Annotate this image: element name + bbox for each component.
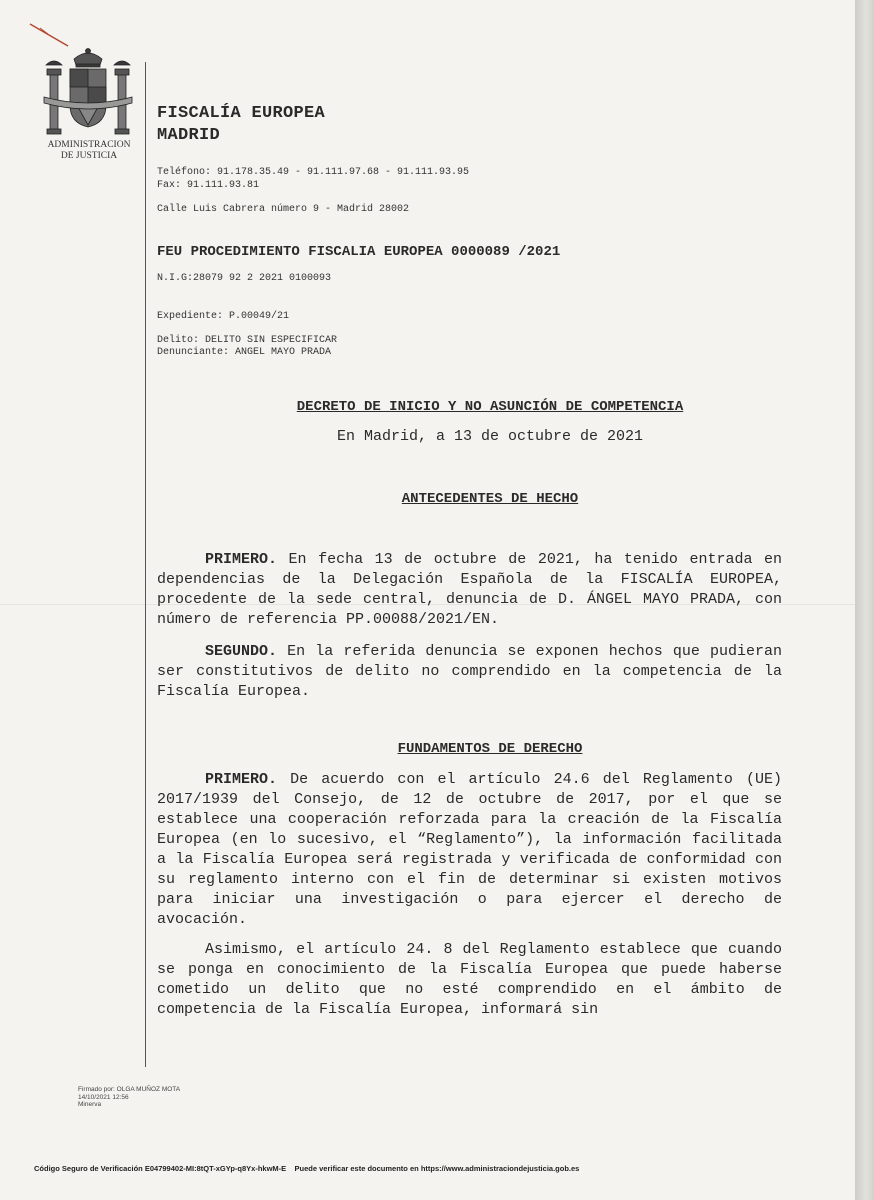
delito-line: Delito: DELITO SIN ESPECIFICAR — [157, 335, 338, 346]
procedure-number: FEU PROCEDIMIENTO FISCALIA EUROPEA 0000089 /2021 — [157, 244, 561, 260]
phone-line: Teléfono: 91.178.35.49 - 91.111.97.68 - 91.111.93.95 — [157, 167, 470, 178]
expediente-line: Expediente: P.00049/21 — [157, 311, 290, 322]
csv-code: E04799402-MI:8tQT-xGYp-q8Yx-hkwM-E — [144, 1164, 287, 1173]
decree-title: DECRETO DE INICIO Y NO ASUNCIÓN DE COMPETENCIA — [296, 399, 684, 415]
fundamento-primero-text: De acuerdo con el artículo 24.6 del Reglamento (UE) 2017/1939 del Consejo, de 12 de octubre de 2017, por el que se establece una cooperación reforzada para la creación de la Fiscalía Europea (en lo sucesivo, el “Reglamento”), la información facilitada a la Fiscalía Europea será registrada y verificada de conformidad con su reglamento interno con el fin de determinar si existen motivos para iniciar una investigación o para ejercer el derecho de avocación. — [157, 771, 782, 928]
verify-text: Puede verificar este documento en — [294, 1164, 419, 1173]
signature-system: Minerva — [78, 1101, 102, 1108]
signature-label: Firmado por: — [78, 1086, 115, 1093]
dateline: En Madrid, a 13 de octubre de 2021 — [336, 428, 644, 445]
signature-datetime: 14/10/2021 12:56 — [78, 1093, 129, 1101]
antecedente-segundo-text: En la referida denuncia se exponen hechos que pudieran ser constitutivos de delito no comprendido en la competencia de la Fiscalía Europea. — [157, 643, 782, 700]
signature-name: OLGA MUÑOZ MOTA — [116, 1086, 181, 1093]
antecedente-segundo-lead: SEGUNDO. — [205, 643, 278, 660]
crest-caption-line1: ADMINISTRACION — [47, 140, 131, 150]
antecedentes-heading: ANTECEDENTES DE HECHO — [401, 491, 579, 507]
antecedente-primero-lead: PRIMERO. — [205, 551, 278, 568]
nig-line: N.I.G:28079 92 2 2021 0100093 — [157, 273, 332, 284]
antecedente-primero-text: En fecha 13 de octubre de 2021, ha tenido entrada en dependencias de la Delegación Española de la FISCALÍA EUROPEA, procedente de la sede central, denuncia de D. ÁNGEL MAYO PRADA, con número de referencia PP.00088/2021/EN. — [157, 551, 782, 628]
antecedente-primero — [157, 550, 782, 630]
crest-caption-line2: DE JUSTICIA — [60, 151, 118, 161]
denunciante-line: Denunciante: ANGEL MAYO PRADA — [157, 347, 332, 358]
coat-of-arms-icon — [40, 45, 136, 145]
fundamento-primero — [157, 770, 782, 930]
fundamentos-heading: FUNDAMENTOS DE DERECHO — [397, 741, 583, 757]
crest-caption — [30, 140, 148, 162]
electronic-signature — [78, 1086, 180, 1109]
verification-footer — [34, 1164, 579, 1173]
fundamento-primero-lead: PRIMERO. — [205, 771, 278, 788]
org-name: FISCALÍA EUROPEA — [157, 104, 326, 123]
org-city: MADRID — [157, 126, 221, 145]
csv-label: Código Seguro de Verificación — [34, 1164, 143, 1173]
fundamento-asimismo — [157, 940, 782, 1020]
scan-edge — [855, 0, 874, 1200]
address-line: Calle Luis Cabrera número 9 - Madrid 28002 — [157, 204, 410, 215]
verify-url[interactable]: https://www.administraciondejusticia.gob.es — [420, 1164, 580, 1173]
fundamento-asimismo-text: Asimismo, el artículo 24. 8 del Reglamento establece que cuando se ponga en conocimiento de la Fiscalía Europea que puede haberse cometido un delito que no esté comprendido en el ámbito de competencia de la Fiscalía Europea, informará sin — [157, 941, 782, 1018]
antecedente-segundo — [157, 642, 782, 702]
fax-line: Fax: 91.111.93.81 — [157, 180, 260, 191]
margin-rule — [145, 62, 146, 1067]
